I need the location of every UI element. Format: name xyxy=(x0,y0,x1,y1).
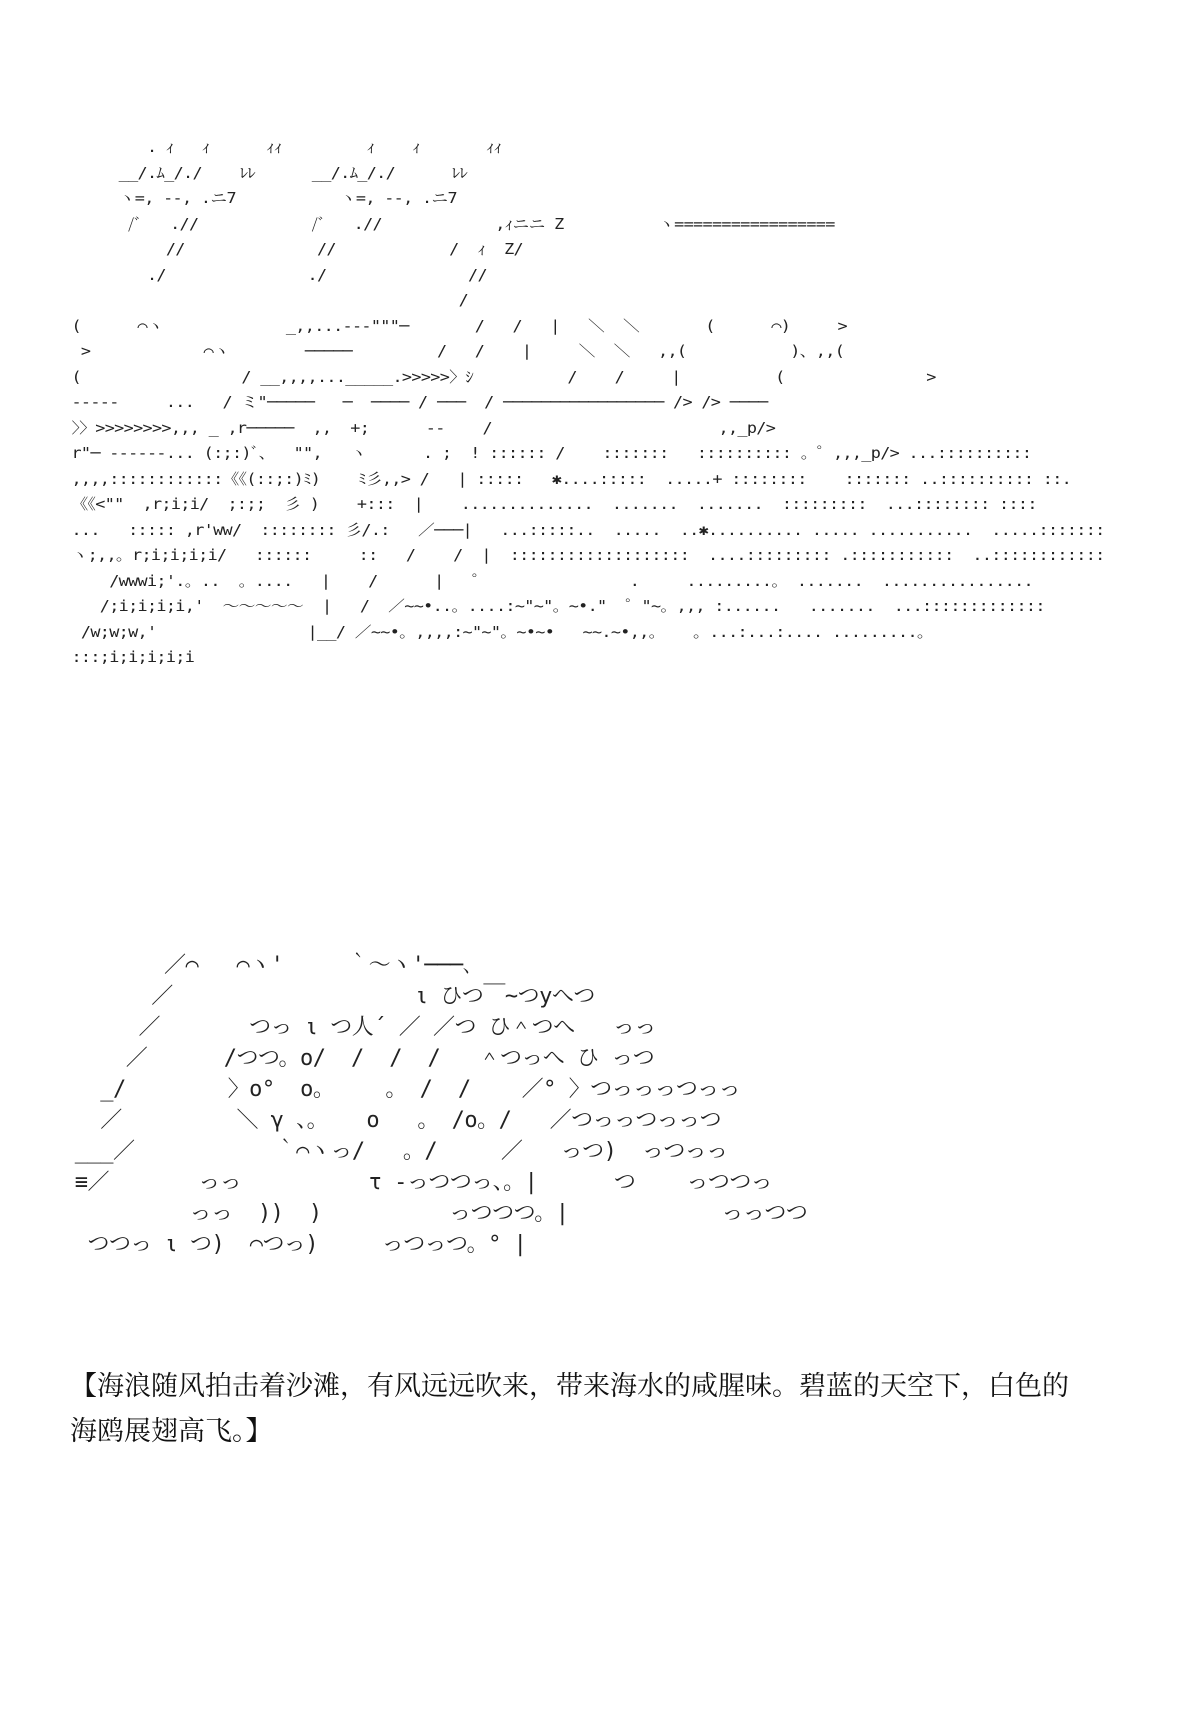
seaside-ascii-art: . ｨ ｨ ｨｨ ｨ ｨ ｨｨ __/.ﾑ_/./ ﾚﾚ __/.ﾑ_/./ ﾚﾚ ヽ=, --, .ニ7 ヽ=, --, .ニ7 /ﾞ .// /ﾞ .// ,ｨニニ Z ヽ================= // // / ｨ Z/ ./ ./ // / ( ⌒ヽ _,,...---"""─ / / | ＼ ＼ ( ⌒) > > ⌒ヽ ───── / / | ＼ ＼ ,,( )、,,( ( / __,,,,..._____.>>>>>〉ｼ / / | ( > ----- ... / ミ"───── ─ ──── / ─── / ───────────────── /> /> ──── 〉〉>>>>>>>>,,, _ ,r───── ,, +; -- / ,,_p/> r"─ ------... (:;:)ﾞ、 "", ヽ . ; ! :::::: / ::::::: :::::::::: 。゜,,,_p/> ...:::::::::: ,,,,::::::::::::《《(::;:)ﾐ) ﾐ彡,,> / | ::::: ✱....::::: .....+ :::::::: ::::::: ..:::::::::: ::. 《《<"" ,r;i;i/ ;:;; 彡 ) +::: | .............. ....... ....... ::::::::: ...:::::::: :::: ... ::::: ,r'ww/ :::::::: 彡/.: ／───| ...:::::.. ..... ..✱.......... ..... ........... .....::::::: ヽ;,,。r;i;i;i;i/ :::::: :: / / | ::::::::::::::::::: ....::::::::: .::::::::::: ..:::::::::::: /wwwi;'.。.. 。.... | / | ゜ . .........。 ....... ................ /;i;i;i;i,' ～～～～～ | / ／~~•..。....:~"~"。~•." ゜"~。,,, :...... ....... ...::::::::::::: /w;w;w,' |__/ ／~~•。,,,,:~"~"。~•~• ~~.~•,,。 。...:...:.... .........。 :::;i;i;i;i;i xyxy=(71,138,1105,666)
narration-text: 【海浪随风拍击着沙滩，有风远远吹来，带来海水的咸腥味。碧蓝的天空下，白色的海鸥展翅高飞。】 xyxy=(70,1371,1069,1447)
wave-ascii-art: ／⌒ ⌒ヽ' ｀～ヽ'───､ ／ ι ひつ￣~つyへつ ／ つっ ι つ人´ ／ ／つ ひ＾つへ っっ ／ /つつ。o/ / / / ＾つっへ ひ っつ _/ 〉o° o。 。 / / ／° 〉つっっっつっっ ／ ＼ γ 、。 o 。 /o。/ ／つっっつっっつ ___／ ｀⌒ヽっ/ 。/ ／ っつ) っつっっ ≡／ っっ τ -っつつっ、。| つ っつつっ っっ )) ) っつつつ。| っっつつ つつっ ι つ) ⌒つっ) っつっつ。° | xyxy=(74,953,808,1257)
